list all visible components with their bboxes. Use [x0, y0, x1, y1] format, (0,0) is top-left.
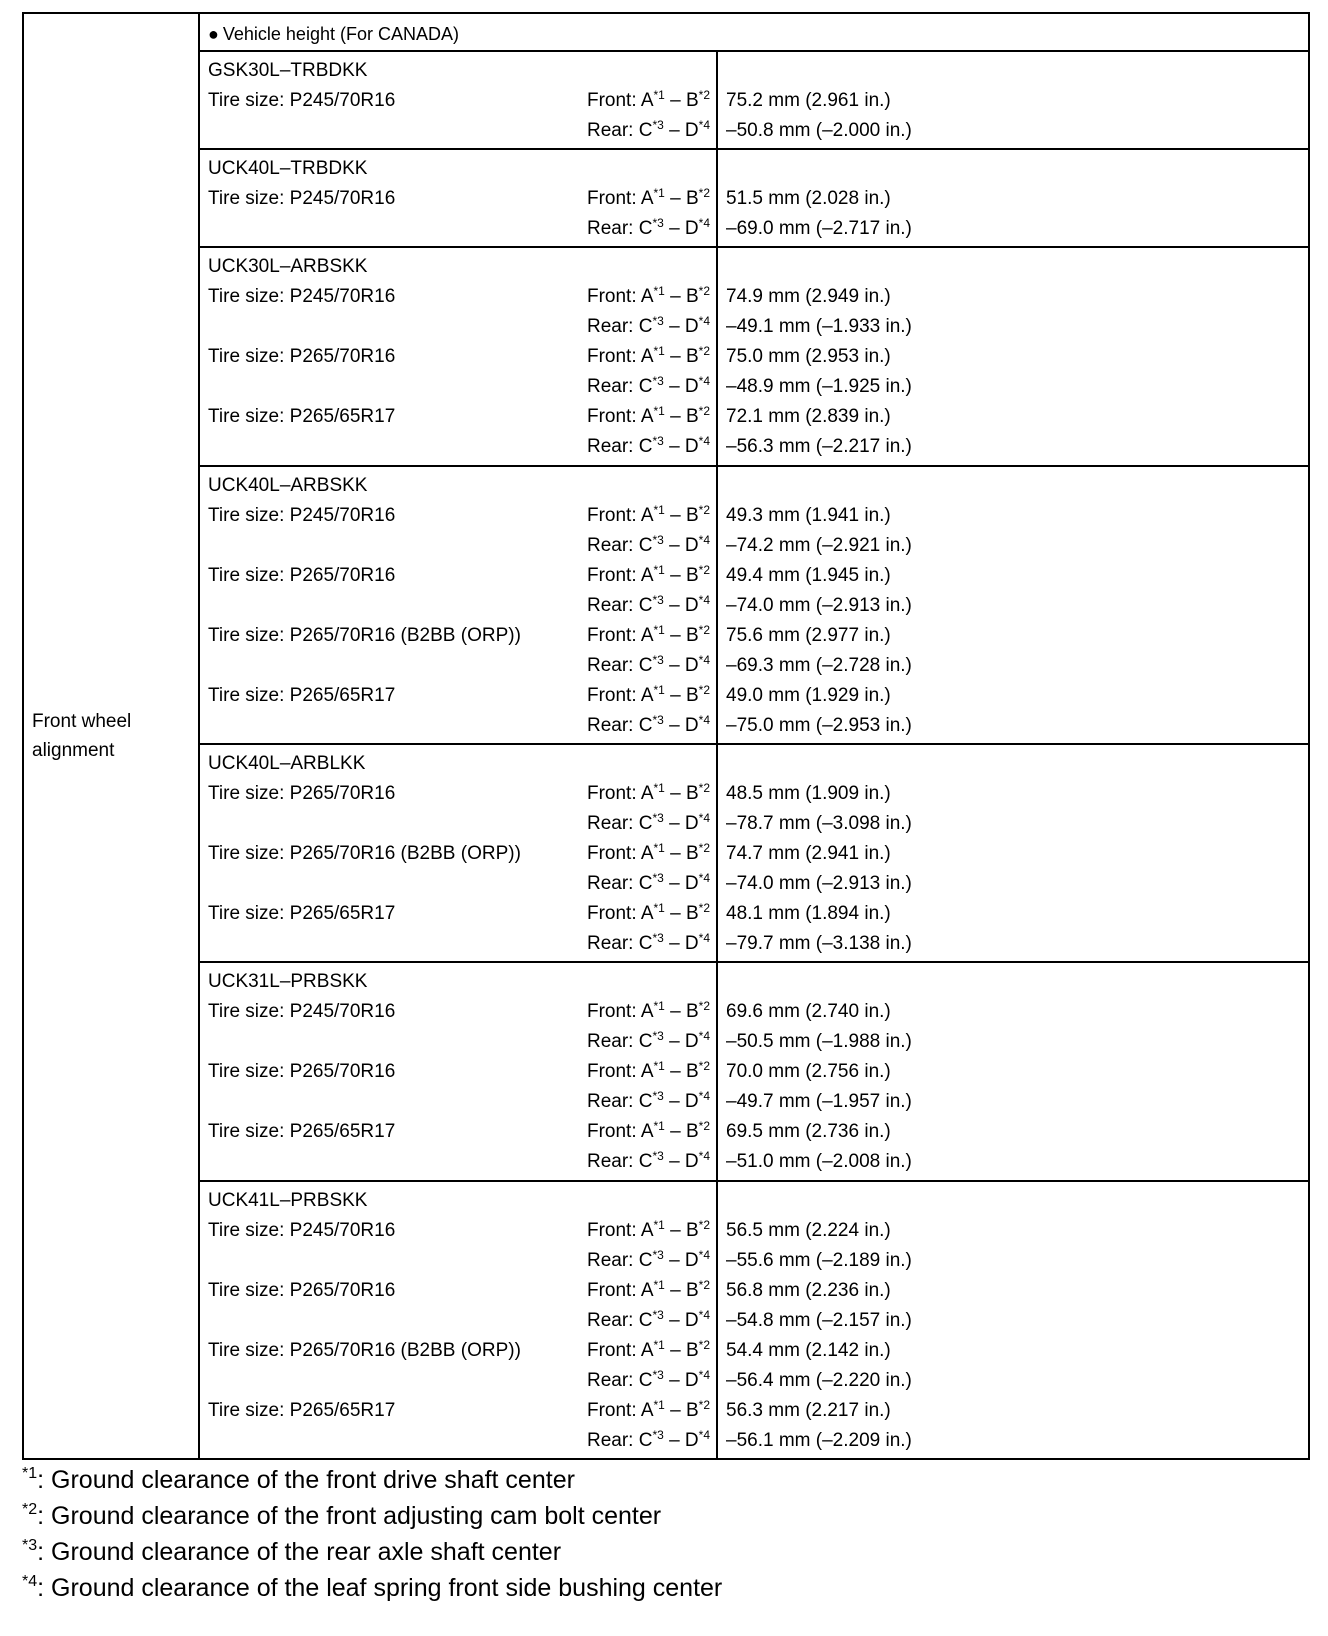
footnote-mark: *4 [698, 216, 710, 231]
tire-size: Tire size: P265/70R16 [208, 564, 396, 586]
footnote-mark: *3 [652, 434, 664, 449]
model-group [23, 1181, 1309, 1459]
model-group [23, 247, 1309, 465]
footnote-mark: *1 [653, 344, 665, 359]
footnote-mark: *2 [698, 622, 710, 637]
footnote-mark: *3 [652, 216, 664, 231]
footnote-mark: *1 [22, 1465, 38, 1482]
tire-size-spacer [208, 869, 587, 899]
rear-label: Rear: $C^{*3} - D^{*4}$ [586, 314, 710, 338]
alignment-spec-table [22, 12, 1310, 1460]
footnote-mark: *3 [652, 870, 664, 885]
rear-value: –69.3 mm (–2.728 in.) [726, 654, 912, 676]
footnote-mark: *1 [653, 1337, 665, 1352]
tire-size: Tire size: P265/70R16 (B2BB (ORP)) [208, 842, 521, 864]
footnote-mark: *3 [652, 314, 664, 329]
tire-row-rear [208, 929, 710, 959]
model-code: GSK30L–TRBDKK [208, 60, 368, 81]
tire-size-spacer [208, 1147, 587, 1177]
front-value: 56.8 mm (2.236 in.) [726, 1279, 891, 1301]
model-spec-cell [199, 149, 717, 247]
rear-value: –49.7 mm (–1.957 in.) [726, 1091, 912, 1113]
tire-size: Tire size: P265/65R17 [208, 684, 396, 706]
tire-size: Tire size: P265/65R17 [208, 1121, 396, 1143]
rear-label: Rear: $C^{*3} - D^{*4}$ [586, 374, 710, 398]
tire-size: Tire size: P265/70R16 [208, 1061, 396, 1083]
footnote-mark: *2 [698, 502, 710, 517]
front-value: 56.3 mm (2.217 in.) [726, 1399, 891, 1421]
tire-row-rear [208, 531, 710, 561]
tire-row [208, 839, 710, 869]
caption-row [23, 13, 1309, 51]
footnote-mark: *4 [22, 1573, 38, 1590]
rear-value: –49.1 mm (–1.933 in.) [726, 316, 912, 338]
footnote-mark: *3 [652, 1089, 664, 1104]
footnote-mark: *2 [698, 999, 710, 1014]
front-value: 49.3 mm (1.941 in.) [726, 504, 891, 526]
tire-row-rear [208, 1426, 710, 1456]
footnote-mark: *3 [652, 1307, 664, 1322]
footnote-mark: *1 [653, 1119, 665, 1134]
tire-row-rear [208, 651, 710, 681]
rear-value: –50.5 mm (–1.988 in.) [726, 1031, 912, 1053]
front-value: 75.6 mm (2.977 in.) [726, 624, 891, 646]
tire-size-spacer [208, 1246, 587, 1276]
footnote-text: : Ground clearance of the rear axle shaft center [37, 1538, 562, 1566]
footnote-mark: *1 [653, 682, 665, 697]
front-label: Front: $A^{*1} - B^{*2}$ [586, 562, 710, 586]
front-value: 74.9 mm (2.949 in.) [726, 286, 891, 308]
model-value-cell [717, 962, 1309, 1180]
tire-size: Tire size: P245/70R16 [208, 1001, 396, 1023]
tire-row-rear [208, 809, 710, 839]
tire-row [208, 1336, 710, 1366]
footnote-mark: *2 [698, 1337, 710, 1352]
footnote-mark: *3 [652, 592, 664, 607]
footnote-mark: *1 [653, 622, 665, 637]
rear-value: –54.8 mm (–2.157 in.) [726, 1309, 912, 1331]
rear-value: –55.6 mm (–2.189 in.) [726, 1249, 912, 1271]
tire-size: Tire size: P245/70R16 [208, 504, 396, 526]
tire-row-rear [208, 432, 710, 462]
front-label: Front: $A^{*1} - B^{*2}$ [586, 1059, 710, 1083]
rear-label: Rear: $C^{*3} - D^{*4}$ [586, 1029, 710, 1053]
rear-label: Rear: $C^{*3} - D^{*4}$ [586, 216, 710, 240]
tire-row [208, 779, 710, 809]
model-code: UCK40L–TRBDKK [208, 158, 368, 180]
tire-row-rear [208, 1246, 710, 1276]
footnote-mark: *4 [698, 1247, 710, 1262]
footnote-mark: *1 [653, 1277, 665, 1292]
model-spec-cell [199, 962, 717, 1180]
rear-value: –74.0 mm (–2.913 in.) [726, 594, 912, 616]
model-spec-cell [199, 1181, 717, 1459]
model-code: UCK30L–ARBSKK [208, 256, 368, 278]
tire-row-rear [208, 312, 710, 342]
tire-size: Tire size: P265/70R16 (B2BB (ORP)) [208, 1339, 521, 1361]
front-label: Front: $A^{*1} - B^{*2}$ [586, 502, 710, 526]
model-value-cell [717, 1181, 1309, 1459]
footnote-mark: *3 [652, 930, 664, 945]
front-label: Front: $A^{*1} - B^{*2}$ [586, 1119, 710, 1143]
model-value-cell [717, 466, 1309, 744]
footnote-mark: *4 [698, 118, 710, 132]
blank-line [726, 252, 1302, 282]
footnote-mark: *3 [652, 1247, 664, 1262]
front-label: Front: $A^{*1} - B^{*2}$ [586, 1217, 710, 1241]
footnote [22, 1534, 1302, 1570]
model-spec-cell [199, 247, 717, 465]
tire-row [208, 184, 710, 214]
tire-row-rear [208, 1366, 710, 1396]
front-value: 69.5 mm (2.736 in.) [726, 1121, 891, 1143]
tire-size-spacer [208, 591, 587, 621]
tire-row [208, 402, 710, 432]
footnote-mark: *3 [652, 712, 664, 727]
model-value-cell [717, 51, 1309, 149]
front-label: Front: $A^{*1} - B^{*2}$ [586, 1337, 710, 1361]
tire-size-spacer [208, 312, 587, 342]
footnote-mark: *1 [653, 284, 665, 299]
footnote-mark: *4 [698, 870, 710, 885]
footnote-mark: *3 [652, 1149, 664, 1164]
footnote-mark: *3 [652, 810, 664, 825]
tire-size-spacer [208, 1366, 587, 1396]
rear-label: Rear: $C^{*3} - D^{*4}$ [586, 592, 710, 616]
footnote-mark: *2 [698, 1119, 710, 1134]
tire-size-spacer [208, 1306, 587, 1336]
tire-row [208, 561, 710, 591]
footnote-mark: *4 [698, 652, 710, 667]
rear-label: Rear: $C^{*3} - D^{*4}$ [586, 434, 710, 458]
footnote-mark: *4 [698, 1307, 710, 1322]
tire-row-rear [208, 1027, 710, 1057]
front-label: Front: $A^{*1} - B^{*2}$ [586, 404, 710, 428]
rear-value: –56.1 mm (–2.209 in.) [726, 1429, 912, 1451]
footnote-mark: *2 [698, 780, 710, 795]
footnote-mark: *4 [698, 592, 710, 607]
front-label: Front: $A^{*1} - B^{*2}$ [586, 1397, 710, 1421]
tire-size-spacer [208, 116, 587, 146]
model-value-cell [717, 247, 1309, 465]
footnote-mark: *2 [698, 1277, 710, 1292]
footnote-mark: *1 [653, 404, 665, 419]
tire-row-rear [208, 1147, 710, 1177]
front-label: Front: $A^{*1} - B^{*2}$ [586, 780, 710, 804]
tire-size: Tire size: P265/65R17 [208, 902, 396, 924]
footnote-mark: *3 [652, 1029, 664, 1044]
model-spec-cell [199, 744, 717, 962]
footnote-mark: *3 [652, 118, 664, 132]
blank-line [726, 1186, 1302, 1216]
footnote-mark: *3 [652, 652, 664, 667]
rear-label: Rear: $C^{*3} - D^{*4}$ [586, 930, 710, 954]
model-group [23, 744, 1309, 962]
model-group [23, 51, 1309, 149]
footnote-mark: *3 [652, 374, 664, 389]
footnote-mark: *4 [698, 1029, 710, 1044]
footnote-mark: *1 [653, 502, 665, 517]
tire-size: Tire size: P265/65R17 [208, 406, 396, 428]
footnote-mark: *2 [698, 1217, 710, 1232]
blank-line [726, 154, 1302, 184]
footnote-mark: *4 [698, 374, 710, 389]
footnote [22, 1462, 1302, 1498]
footnote [22, 1570, 1302, 1606]
footnote-mark: *4 [698, 532, 710, 547]
rear-value: –75.0 mm (–2.953 in.) [726, 714, 912, 736]
footnote-mark: *2 [698, 562, 710, 577]
footnote-mark: *4 [698, 810, 710, 825]
footnote-mark: *2 [698, 1397, 710, 1412]
tire-size-spacer [208, 651, 587, 681]
tire-row-rear [208, 711, 710, 741]
rear-label: Rear: $C^{*3} - D^{*4}$ [586, 532, 710, 556]
footnote-mark: *3 [652, 532, 664, 547]
front-value: 48.5 mm (1.909 in.) [726, 782, 891, 804]
rear-value: –56.3 mm (–2.217 in.) [726, 436, 912, 458]
front-label: Front: $A^{*1} - B^{*2}$ [586, 284, 710, 308]
rear-value: –50.8 mm (–2.000 in.) [726, 120, 912, 141]
tire-size: Tire size: P245/70R16 [208, 286, 396, 308]
tire-size: Tire size: P245/70R16 [208, 90, 396, 111]
rear-value: –56.4 mm (–2.220 in.) [726, 1369, 912, 1391]
rear-label: Rear: $C^{*3} - D^{*4}$ [586, 118, 710, 141]
model-code: UCK41L–PRBSKK [208, 1189, 368, 1211]
front-value: 74.7 mm (2.941 in.) [726, 842, 891, 864]
footnote-mark: *2 [698, 840, 710, 855]
tire-size-spacer [208, 711, 587, 741]
footnote-mark: *4 [698, 712, 710, 727]
model-code: UCK31L–PRBSKK [208, 971, 368, 993]
tire-row-rear [208, 591, 710, 621]
front-label: Front: $A^{*1} - B^{*2}$ [586, 622, 710, 646]
footnote-mark: *2 [698, 404, 710, 419]
tire-row [208, 342, 710, 372]
front-label: Front: $A^{*1} - B^{*2}$ [586, 840, 710, 864]
footnote-mark: *2 [698, 88, 710, 102]
tire-row-rear [208, 116, 710, 146]
footnote-mark: *2 [698, 682, 710, 697]
rear-value: –69.0 mm (–2.717 in.) [726, 218, 912, 240]
rear-label: Rear: $C^{*3} - D^{*4}$ [586, 1427, 710, 1451]
tire-size: Tire size: P265/70R16 [208, 346, 396, 368]
footnote-mark: *2 [698, 284, 710, 299]
footnote-mark: *2 [698, 1059, 710, 1074]
rear-value: –78.7 mm (–3.098 in.) [726, 812, 912, 834]
model-group [23, 466, 1309, 744]
footnote-mark: *2 [698, 900, 710, 915]
tire-row-rear [208, 869, 710, 899]
tire-row [208, 621, 710, 651]
rear-label: Rear: $C^{*3} - D^{*4}$ [586, 1089, 710, 1113]
tire-row [208, 1117, 710, 1147]
footnote-mark: *1 [653, 88, 665, 102]
tire-size-spacer [208, 214, 587, 244]
front-value: 56.5 mm (2.224 in.) [726, 1219, 891, 1241]
tire-size-spacer [208, 432, 587, 462]
section-title: Vehicle height (For CANADA) [222, 23, 459, 44]
footnote-mark: *1 [653, 900, 665, 915]
footnote-mark: *1 [653, 562, 665, 577]
tire-size-spacer [208, 1027, 587, 1057]
footnote-text: : Ground clearance of the front adjusting cam bolt center [37, 1502, 662, 1530]
rear-label: Rear: $C^{*3} - D^{*4}$ [586, 810, 710, 834]
tire-size: Tire size: P265/65R17 [208, 1399, 396, 1421]
front-value: 70.0 mm (2.756 in.) [726, 1061, 891, 1083]
tire-row [208, 1057, 710, 1087]
front-label: Front: $A^{*1} - B^{*2}$ [586, 186, 710, 210]
blank-line [726, 967, 1302, 997]
footnote-mark: *1 [653, 186, 665, 201]
rear-label: Rear: $C^{*3} - D^{*4}$ [586, 652, 710, 676]
model-code: UCK40L–ARBLKK [208, 752, 366, 774]
front-label: Front: $A^{*1} - B^{*2}$ [586, 344, 710, 368]
tire-row [208, 997, 710, 1027]
bullet-icon: ● [208, 23, 219, 44]
model-spec-cell [199, 466, 717, 744]
tire-size: Tire size: P245/70R16 [208, 1219, 396, 1241]
front-value: 49.0 mm (1.929 in.) [726, 684, 891, 706]
tire-row [208, 1276, 710, 1306]
blank-line [726, 749, 1302, 779]
front-value: 72.1 mm (2.839 in.) [726, 406, 891, 428]
footnote-mark: *2 [698, 344, 710, 359]
section-caption [199, 13, 1309, 51]
footnote-mark: *1 [653, 780, 665, 795]
rear-label: Rear: $C^{*3} - D^{*4}$ [586, 1247, 710, 1271]
footnote-mark: *2 [698, 186, 710, 201]
tire-row [208, 899, 710, 929]
footnote-mark: *4 [698, 930, 710, 945]
blank-line [726, 471, 1302, 501]
footnote-mark: *4 [698, 1149, 710, 1164]
rear-value: –74.2 mm (–2.921 in.) [726, 534, 912, 556]
footnote-text: : Ground clearance of the leaf spring front side bushing center [37, 1574, 723, 1602]
side-label: Front wheel alignment [23, 13, 199, 1459]
footnote [22, 1498, 1302, 1534]
rear-label: Rear: $C^{*3} - D^{*4}$ [586, 1367, 710, 1391]
model-group [23, 149, 1309, 247]
footnote-mark: *1 [653, 999, 665, 1014]
model-code: UCK40L–ARBSKK [208, 474, 368, 496]
footnote-mark: *2 [22, 1501, 38, 1518]
tire-row [208, 501, 710, 531]
tire-row [208, 1216, 710, 1246]
footnote-text: : Ground clearance of the front drive shaft center [37, 1466, 575, 1494]
front-value: 54.4 mm (2.142 in.) [726, 1339, 891, 1361]
tire-row [208, 86, 710, 116]
front-value: 75.2 mm (2.961 in.) [726, 90, 891, 111]
model-value-cell [717, 149, 1309, 247]
model-spec-cell [199, 51, 717, 149]
footnote-mark: *4 [698, 434, 710, 449]
footnote-mark: *1 [653, 840, 665, 855]
rear-label: Rear: $C^{*3} - D^{*4}$ [586, 1307, 710, 1331]
front-value: 75.0 mm (2.953 in.) [726, 346, 891, 368]
tire-row-rear [208, 372, 710, 402]
footnote-mark: *1 [653, 1397, 665, 1412]
rear-label: Rear: $C^{*3} - D^{*4}$ [586, 870, 710, 894]
rear-label: Rear: $C^{*3} - D^{*4}$ [586, 712, 710, 736]
rear-value: –74.0 mm (–2.913 in.) [726, 872, 912, 894]
footnote-mark: *4 [698, 1089, 710, 1104]
rear-label: Rear: $C^{*3} - D^{*4}$ [586, 1149, 710, 1173]
tire-row [208, 681, 710, 711]
tire-size: Tire size: P245/70R16 [208, 188, 396, 210]
footnote-mark: *3 [652, 1367, 664, 1382]
rear-value: –79.7 mm (–3.138 in.) [726, 932, 912, 954]
rear-value: –48.9 mm (–1.925 in.) [726, 376, 912, 398]
footnote-mark: *3 [652, 1427, 664, 1442]
tire-size-spacer [208, 809, 587, 839]
footnote-mark: *3 [22, 1537, 38, 1554]
front-label: Front: $A^{*1} - B^{*2}$ [586, 88, 710, 111]
model-value-cell [717, 744, 1309, 962]
footnote-mark: *4 [698, 314, 710, 329]
tire-row-rear [208, 1087, 710, 1117]
tire-row [208, 1396, 710, 1426]
front-value: 49.4 mm (1.945 in.) [726, 564, 891, 586]
front-value: 48.1 mm (1.894 in.) [726, 902, 891, 924]
front-label: Front: $A^{*1} - B^{*2}$ [586, 999, 710, 1023]
tire-size-spacer [208, 1426, 587, 1456]
model-group [23, 962, 1309, 1180]
front-label: Front: $A^{*1} - B^{*2}$ [586, 682, 710, 706]
blank-line [726, 56, 1302, 86]
tire-size-spacer [208, 531, 587, 561]
tire-row-rear [208, 1306, 710, 1336]
footnote-mark: *1 [653, 1217, 665, 1232]
footnote-mark: *4 [698, 1427, 710, 1442]
tire-size-spacer [208, 1087, 587, 1117]
footnote-mark: *1 [653, 1059, 665, 1074]
rear-value: –51.0 mm (–2.008 in.) [726, 1151, 912, 1173]
front-label: Front: $A^{*1} - B^{*2}$ [586, 1277, 710, 1301]
front-value: 69.6 mm (2.740 in.) [726, 1001, 891, 1023]
front-value: 51.5 mm (2.028 in.) [726, 188, 891, 210]
tire-row [208, 282, 710, 312]
tire-row-rear [208, 214, 710, 244]
footnotes [22, 1462, 1302, 1606]
footnote-mark: *4 [698, 1367, 710, 1382]
tire-size-spacer [208, 929, 587, 959]
front-label: Front: $A^{*1} - B^{*2}$ [586, 900, 710, 924]
tire-size: Tire size: P265/70R16 (B2BB (ORP)) [208, 624, 521, 646]
tire-size: Tire size: P265/70R16 [208, 1279, 396, 1301]
tire-size-spacer [208, 372, 587, 402]
tire-size: Tire size: P265/70R16 [208, 782, 396, 804]
